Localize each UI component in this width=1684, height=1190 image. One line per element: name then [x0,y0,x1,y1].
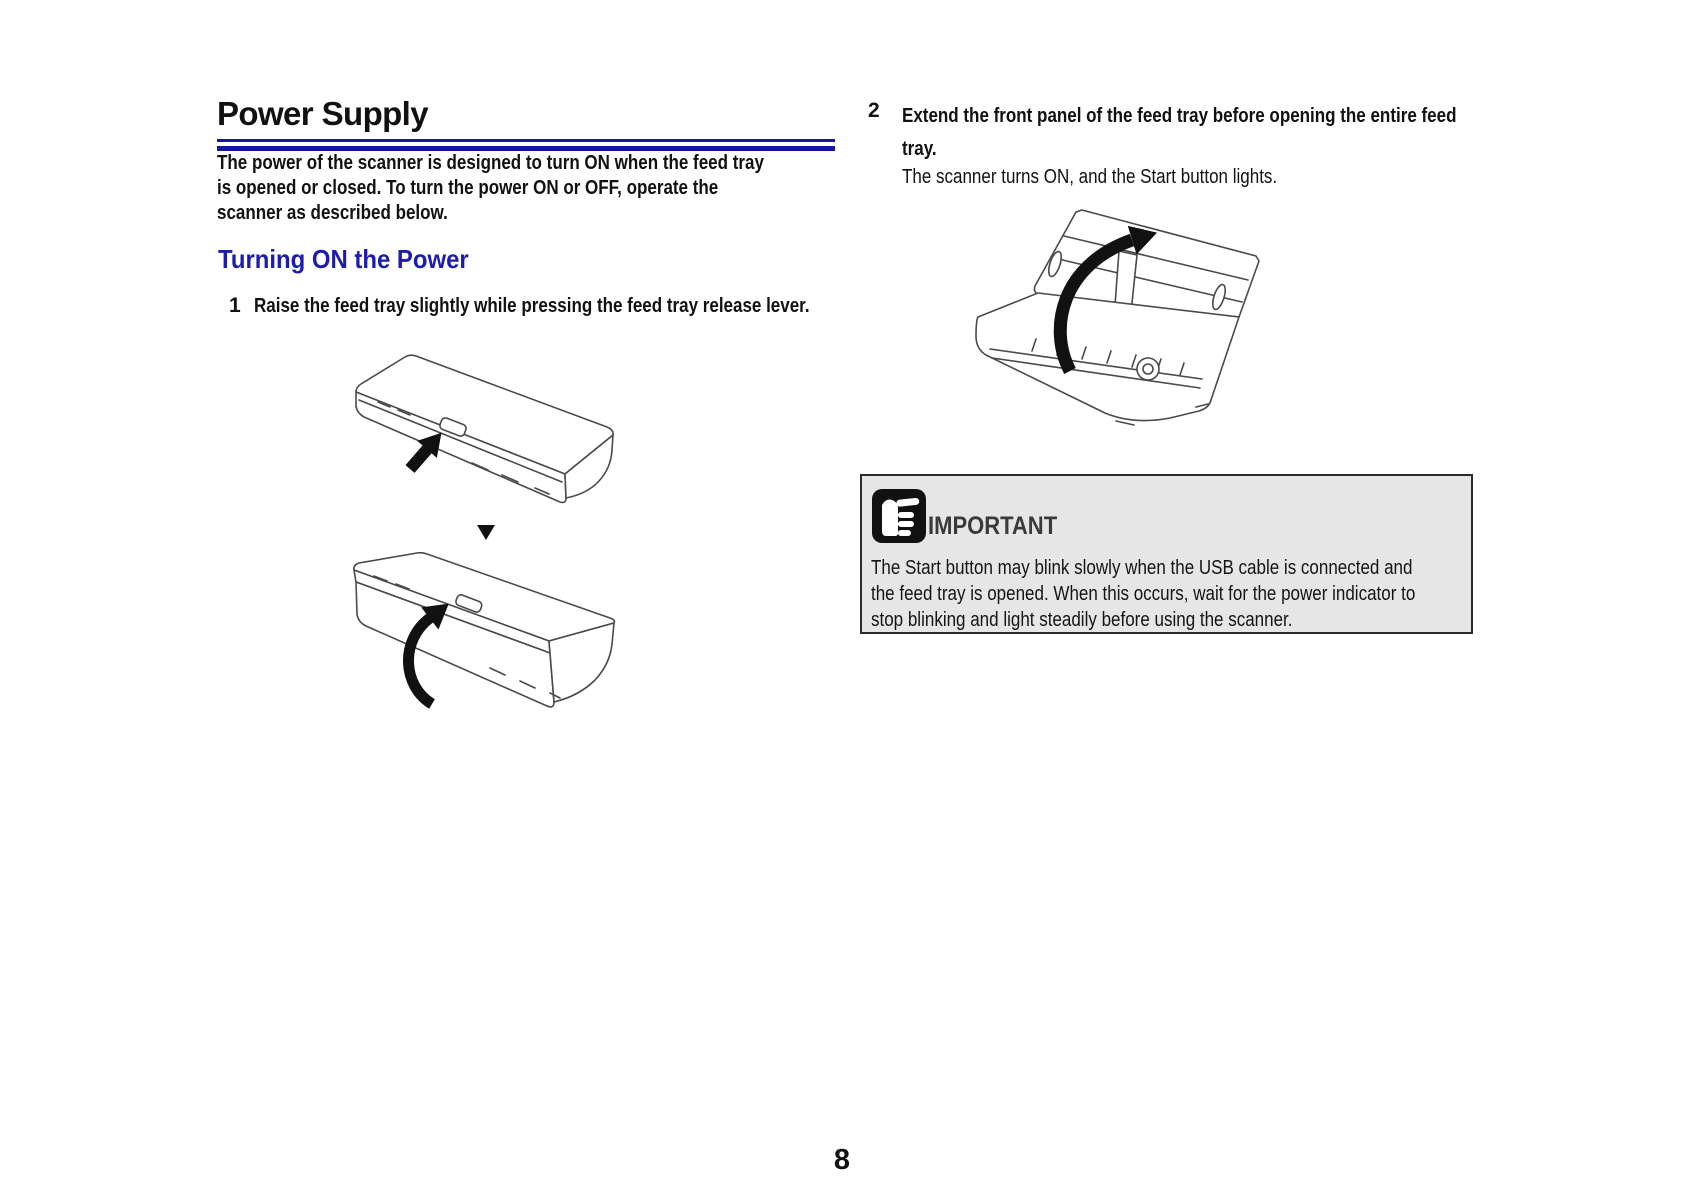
page-title: Power Supply [217,95,429,132]
scanner-body-outline [356,355,613,502]
scanner-body-outline [354,553,615,707]
step-number: 1 [229,294,241,317]
step-text: Raise the feed tray slightly while pressing the feed tray release lever. [254,295,810,317]
pointing-hand-icon [872,489,926,543]
step-text: Extend the front panel of the feed tray before opening the entire feed tray. [902,105,1457,160]
figure-scanner-closed [352,351,618,519]
step-number: 2 [868,99,880,122]
down-triangle-icon [477,525,495,540]
title-double-rule [217,139,835,151]
figure-scanner-open [966,209,1266,445]
subsection-heading: Turning ON the Power [218,244,469,274]
important-box [860,474,1473,634]
intro-line: is opened or closed. To turn the power ON or OFF, operate the [217,177,719,199]
important-body: The Start button may blink slowly when the USB cable is connected and the feed tray is opened. When this occurs, wait for the power indicator to stop blinking and light steadily before using the scanner. [871,557,1416,631]
step-result-text: The scanner turns ON, and the Start button lights. [902,166,1278,188]
page-number: 8 [833,1144,851,1176]
intro-line: The power of the scanner is designed to turn ON when the feed tray [217,152,764,174]
important-title: IMPORTANT [928,512,1058,540]
figure-scanner-tray-raised [350,552,616,716]
intro-paragraph [217,151,860,226]
intro-line: scanner as described below. [217,202,448,224]
